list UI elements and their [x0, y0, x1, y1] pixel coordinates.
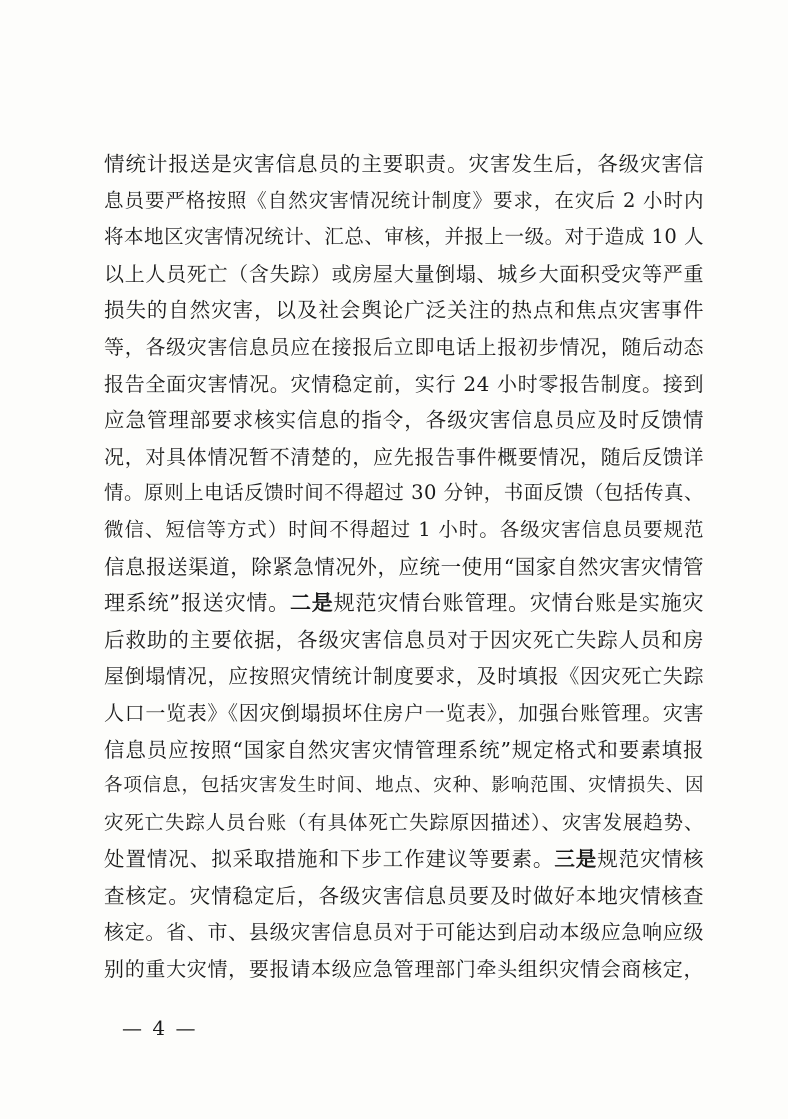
text-line: 将本地区灾害情况统计、汇总、审核，并报上一级。对于造成 10 人 [104, 225, 704, 249]
text-line: 后救助的主要依据，各级灾害信息员对于因灾死亡失踪人员和房 [104, 627, 704, 652]
text-line: 情。原则上电话反馈时间不得超过 30 分钟，书面反馈（包括传真、 [104, 481, 704, 505]
text-line: 查核定。灾情稳定后，各级灾害信息员要及时做好本地灾情核查 [104, 883, 704, 908]
section-marker-three: 三是 [554, 847, 598, 872]
text-line: 别的重大灾情，要报请本级应急管理部门牵头组织灾情会商核定， [104, 957, 704, 982]
text-line: 各项信息，包括灾害发生时间、地点、灾种、影响范围、灾情损失、因 [104, 775, 704, 797]
text-line: 理系统”报送灾情。二是规范灾情台账管理。灾情台账是实施灾 [104, 590, 705, 616]
text-line: 处置情况、拟采取措施和下步工作建议等要素。三是规范灾情核 [104, 847, 705, 872]
text-line: 人口一览表》《因灾倒塌损坏住房户一览表》，加强台账管理。灾害 [104, 700, 704, 725]
text-line: 况，对具体情况暂不清楚的，应先报告事件概要情况，随后反馈详 [104, 444, 704, 469]
text-line: 核定。省、市、县级灾害信息员对于可能达到启动本级应急响应级 [104, 920, 704, 945]
text-line: 信息员应按照“国家自然灾害灾情管理系统”规定格式和要素填报 [104, 737, 704, 762]
text-line: 微信、短信等方式）时间不得超过 1 小时。各级灾害信息员要规范 [104, 517, 704, 541]
text-line: 损失的自然灾害，以及社会舆论广泛关注的热点和焦点灾害事件 [104, 298, 704, 323]
text-line: 息员要严格按照《自然灾害情况统计制度》要求，在灾后 2 小时内 [104, 188, 704, 212]
page-number: — 4 — [122, 1016, 198, 1040]
body-text [104, 146, 704, 988]
text-line: 等，各级灾害信息员应在接报后立即电话上报初步情况，随后动态 [104, 334, 704, 359]
section-marker-two: 二是 [290, 590, 334, 616]
text-line: 应急管理部要求核实信息的指令，各级灾害信息员应及时反馈情 [104, 408, 704, 433]
text-line: 以上人员死亡（含失踪）或房屋大量倒塌、城乡大面积受灾等严重 [104, 261, 704, 286]
text-line: 信息报送渠道，除紧急情况外，应统一使用“国家自然灾害灾情管 [104, 554, 704, 579]
text-line: 屋倒塌情况，应按照灾情统计制度要求，及时填报《因灾死亡失踪 [104, 664, 704, 689]
text-line: 灾死亡失踪人员台账（有具体死亡失踪原因描述）、灾害发展趋势、 [104, 810, 704, 834]
text-line: 报告全面灾害情况。灾情稳定前，实行 24 小时零报告制度。接到 [104, 371, 704, 396]
text-line: 情统计报送是灾害信息员的主要职责。灾害发生后，各级灾害信 [104, 152, 704, 176]
